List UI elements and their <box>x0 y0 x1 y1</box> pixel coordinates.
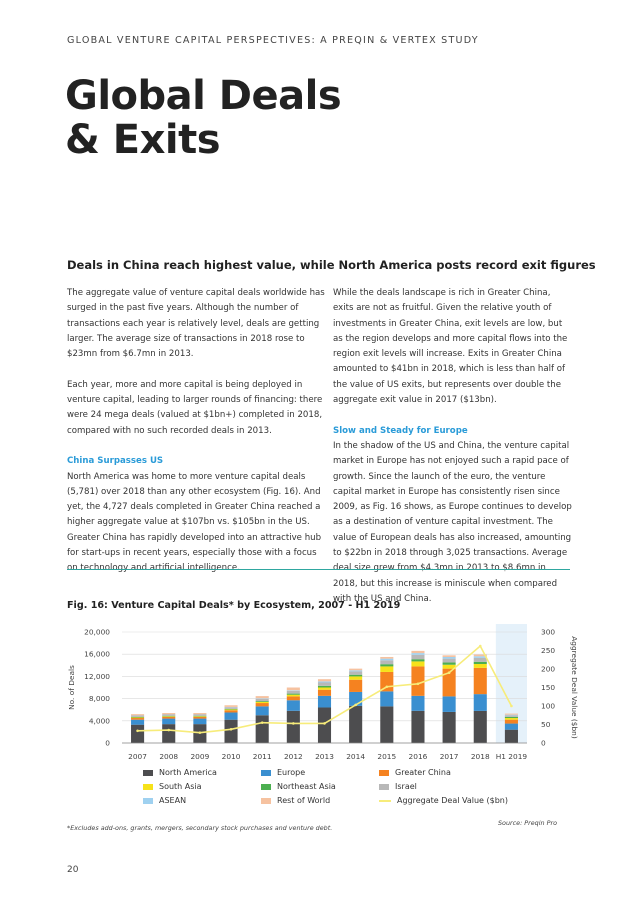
bar-segment <box>224 705 237 707</box>
bar-segment <box>131 715 144 717</box>
page-title <box>65 74 341 162</box>
figure-title: Fig. 16: Venture Capital Deals* by Ecosystem, 2007 - H1 2019 <box>67 600 401 611</box>
bar-segment <box>318 681 331 682</box>
bar-segment <box>474 662 487 664</box>
bar-segment <box>131 717 144 718</box>
bar-segment <box>349 669 362 671</box>
bar-segment <box>380 706 393 743</box>
line-point <box>261 721 264 724</box>
bar-segment <box>256 715 269 743</box>
legend-item <box>261 782 379 791</box>
y2-axis-title: Aggregate Deal Value ($bn) <box>570 636 579 739</box>
x-tick-label: 2016 <box>408 752 428 761</box>
page-number: 20 <box>67 865 79 875</box>
x-tick-label: 2018 <box>470 752 490 761</box>
bar-segment <box>443 657 456 659</box>
right-paragraph-2: In the shadow of the US and China, the venture capital market in Europe has not enjoyed such a rapid pace of growth. Since the launch of the euro, the venture capital market in Europe has consistently risen since 2009, as Fig. 16 shows, as Europe continues to develop as a destination of venture capital investment. The value of European deals has also increased, amounting to $22bn in 2018 through 3,025 transactions. Average 2018, but this increase is miniscule when compared with the US and China. <box>333 440 572 604</box>
bar-segment <box>193 713 206 714</box>
x-tick-label: 2017 <box>439 752 459 761</box>
legend-swatch <box>379 770 389 776</box>
right-paragraph-1: While the deals landscape is rich in Greater China, exits are not as fruitful. Given the relative youth of investments in Greater China, exit levels are low, but as the region develops and more capital flows into the region exit levels will increase. Exits in Greater China amounted to $41bn in 2018, which is less than half of the value of US exits, but represents over double the aggregate exit value in 2017 ($13bn). <box>333 288 568 406</box>
bar-segment <box>411 653 424 655</box>
legend-item <box>261 768 379 777</box>
y2-tick-label: 50 <box>541 720 551 729</box>
line-point <box>323 722 326 725</box>
bar-segment <box>162 724 175 743</box>
bar-segment <box>287 696 300 700</box>
line-point <box>354 704 357 707</box>
legend-label: Northeast Asia <box>277 782 336 791</box>
line-point <box>510 705 513 708</box>
title-line-2: & Exits <box>65 117 221 163</box>
y2-tick-label: 250 <box>541 646 556 655</box>
x-tick-label: 2011 <box>252 752 272 761</box>
bar-segment <box>256 703 269 706</box>
bar-segment <box>224 709 237 710</box>
line-point <box>448 671 451 674</box>
legend-label: South Asia <box>159 782 202 791</box>
bar-segment <box>193 716 206 717</box>
bar-segment <box>131 725 144 743</box>
legend-item <box>143 782 261 791</box>
legend-item <box>261 796 379 805</box>
x-tick-label: 2012 <box>283 752 303 761</box>
bar-segment <box>380 660 393 664</box>
bar-segment <box>411 666 424 695</box>
legend-label: Israel <box>395 782 417 791</box>
line-point <box>136 729 139 732</box>
bar-segment <box>287 711 300 743</box>
x-tick-label: 2007 <box>128 752 147 761</box>
legend-label: Rest of World <box>277 796 331 805</box>
bar-segment <box>380 666 393 672</box>
subheading-europe: Slow and Steady for Europe <box>333 425 468 436</box>
line-point <box>479 645 482 648</box>
y-tick-label: 0 <box>105 738 110 748</box>
line-point <box>292 722 295 725</box>
bar-segment <box>443 655 456 657</box>
bar-segment <box>411 711 424 743</box>
legend-swatch <box>143 770 153 776</box>
bar-segment <box>505 714 518 715</box>
y-tick-label: 8,000 <box>88 694 110 704</box>
bar-segment <box>256 698 269 699</box>
bar-segment <box>224 712 237 719</box>
bar-segment <box>474 658 487 662</box>
bar-segment <box>443 696 456 712</box>
y2-tick-label: 300 <box>541 627 556 637</box>
bar-segment <box>193 719 206 725</box>
line-point <box>167 729 170 732</box>
bar-segment <box>131 717 144 718</box>
bar-segment <box>287 688 300 691</box>
source-note: Source: Preqin Pro <box>498 819 557 827</box>
bar-segment <box>505 724 518 730</box>
bar-segment <box>474 694 487 711</box>
left-paragraph-2: Each year, more and more capital is being deployed in venture capital, leading to larger rounds of financing: there were 24 mega deals (valued at $1bn+) completed in 2018, compared with no such recorded deals in 2013. <box>67 379 323 436</box>
legend-swatch <box>379 784 389 790</box>
bar-segment <box>380 659 393 661</box>
bar-segment <box>505 717 518 718</box>
bar-segment <box>443 712 456 743</box>
bar-segment <box>349 680 362 692</box>
x-tick-label: 2010 <box>221 752 241 761</box>
x-tick-label: 2008 <box>159 752 179 761</box>
bar-segment <box>318 707 331 743</box>
bar-segment <box>162 719 175 725</box>
x-tick-label: 2015 <box>377 752 397 761</box>
bar-segment <box>193 716 206 717</box>
x-tick-label: 2009 <box>190 752 210 761</box>
bar-segment <box>162 714 175 716</box>
legend-swatch <box>261 798 271 804</box>
bar-segment <box>162 717 175 719</box>
bar-segment <box>193 717 206 719</box>
bar-segment <box>287 694 300 695</box>
running-header: GLOBAL VENTURE CAPITAL PERSPECTIVES: A PREQIN & VERTEX STUDY <box>67 35 479 46</box>
bar-segment <box>224 720 237 743</box>
bar-segment <box>505 718 518 720</box>
y-tick-label: 20,000 <box>84 627 110 637</box>
bar-segment <box>505 720 518 724</box>
bar-segment <box>162 713 175 714</box>
bar-segment <box>256 706 269 715</box>
bar-segment <box>411 651 424 653</box>
footnote: *Excludes add-ons, grants, mergers, secondary stock purchases and venture debt. <box>67 824 333 832</box>
bar-segment <box>287 695 300 697</box>
bar-segment <box>318 690 331 696</box>
bar-segment <box>505 730 518 743</box>
x-tick-label: H1 2019 <box>495 752 528 761</box>
line-point <box>199 731 202 734</box>
bar-segment <box>474 711 487 743</box>
bar-segment <box>349 676 362 679</box>
bar-segment <box>256 699 269 701</box>
bar-segment <box>131 714 144 715</box>
line-point <box>386 685 389 688</box>
bar-segment <box>318 686 331 688</box>
bar-segment <box>256 701 269 702</box>
bar-segment <box>318 679 331 681</box>
bar-segment <box>443 663 456 665</box>
x-tick-label: 2013 <box>315 752 334 761</box>
bar-segment <box>256 696 269 698</box>
bar-segment <box>224 709 237 710</box>
legend-label: Greater China <box>395 768 451 777</box>
bar-segment <box>162 716 175 717</box>
bar-segment <box>474 664 487 668</box>
left-paragraph-1: The aggregate value of venture capital deals worldwide has surged in the past five years. Although the number of transactions each year is relatively level, deals are getting larger. The average size of transactions in 2018 rose to $23mn from $6.7mn in 2013. <box>67 288 325 360</box>
bar-segment <box>411 655 424 659</box>
bar-segment <box>380 691 393 706</box>
bar-segment <box>349 675 362 677</box>
bar-segment <box>443 659 456 663</box>
line-point <box>417 683 420 686</box>
y2-tick-label: 150 <box>541 683 556 692</box>
legend-label: North America <box>159 768 217 777</box>
bar-segment <box>162 716 175 717</box>
legend-swatch <box>261 784 271 790</box>
bar-segment <box>224 710 237 712</box>
bar-segment <box>256 702 269 703</box>
bar-segment <box>131 720 144 725</box>
legend-item <box>379 768 529 777</box>
y-axis-title: No. of Deals <box>67 665 76 710</box>
bar-segment <box>411 661 424 666</box>
section-title: Deals in China reach highest value, while North America posts record exit figures <box>67 258 596 272</box>
chart-legend <box>143 768 523 805</box>
bar-segment <box>380 672 393 691</box>
line-point <box>230 728 233 731</box>
section-divider <box>67 569 570 570</box>
bar-segment <box>380 657 393 659</box>
bar-segment <box>287 700 300 711</box>
bar-segment <box>505 715 518 717</box>
bar-segment <box>318 696 331 708</box>
left-column <box>67 286 325 592</box>
bar-segment <box>287 690 300 691</box>
right-column <box>333 286 573 623</box>
bar-segment <box>318 688 331 690</box>
bar-segment <box>318 683 331 686</box>
bar-segment <box>474 668 487 694</box>
bar-segment <box>411 696 424 711</box>
legend-label: ASEAN <box>159 796 187 805</box>
legend-item <box>143 768 261 777</box>
bar-segment <box>287 691 300 694</box>
bar-segment <box>193 714 206 716</box>
bar-segment <box>131 718 144 720</box>
legend-swatch <box>379 800 391 802</box>
title-line-1: Global Deals <box>65 73 342 119</box>
bar-segment <box>411 659 424 661</box>
bar-segment <box>380 664 393 666</box>
legend-label: Aggregate Deal Value ($bn) <box>397 796 508 805</box>
y2-tick-label: 100 <box>541 701 556 711</box>
x-tick-label: 2014 <box>346 752 366 761</box>
y-tick-label: 4,000 <box>88 716 110 726</box>
legend-item <box>379 782 529 791</box>
y-tick-label: 16,000 <box>84 649 110 659</box>
legend-swatch <box>143 798 153 804</box>
y2-tick-label: 0 <box>541 738 546 748</box>
subheading-china: China Surpasses US <box>67 456 164 467</box>
bar-segment <box>349 706 362 743</box>
left-paragraph-3: North America was home to more venture capital deals (5,781) over 2018 than any other ecosystem (Fig. 16). And yet, the 4,727 deals completed in Greater China reached a higher aggregate value at $107bn vs. $105bn in the US. Greater China has rapidly developed into an attractive hub for start-ups in recent years, especially those with a focus <box>67 471 322 559</box>
bar-segment <box>349 670 362 671</box>
legend-label: Europe <box>277 768 306 777</box>
legend-item <box>143 796 261 805</box>
legend-swatch <box>261 770 271 776</box>
y2-tick-label: 200 <box>541 664 556 674</box>
bar-segment <box>349 671 362 674</box>
bar-segment <box>505 715 518 716</box>
legend-item <box>379 796 529 805</box>
y-tick-label: 12,000 <box>84 671 110 681</box>
bar-segment <box>224 707 237 709</box>
legend-swatch <box>143 784 153 790</box>
